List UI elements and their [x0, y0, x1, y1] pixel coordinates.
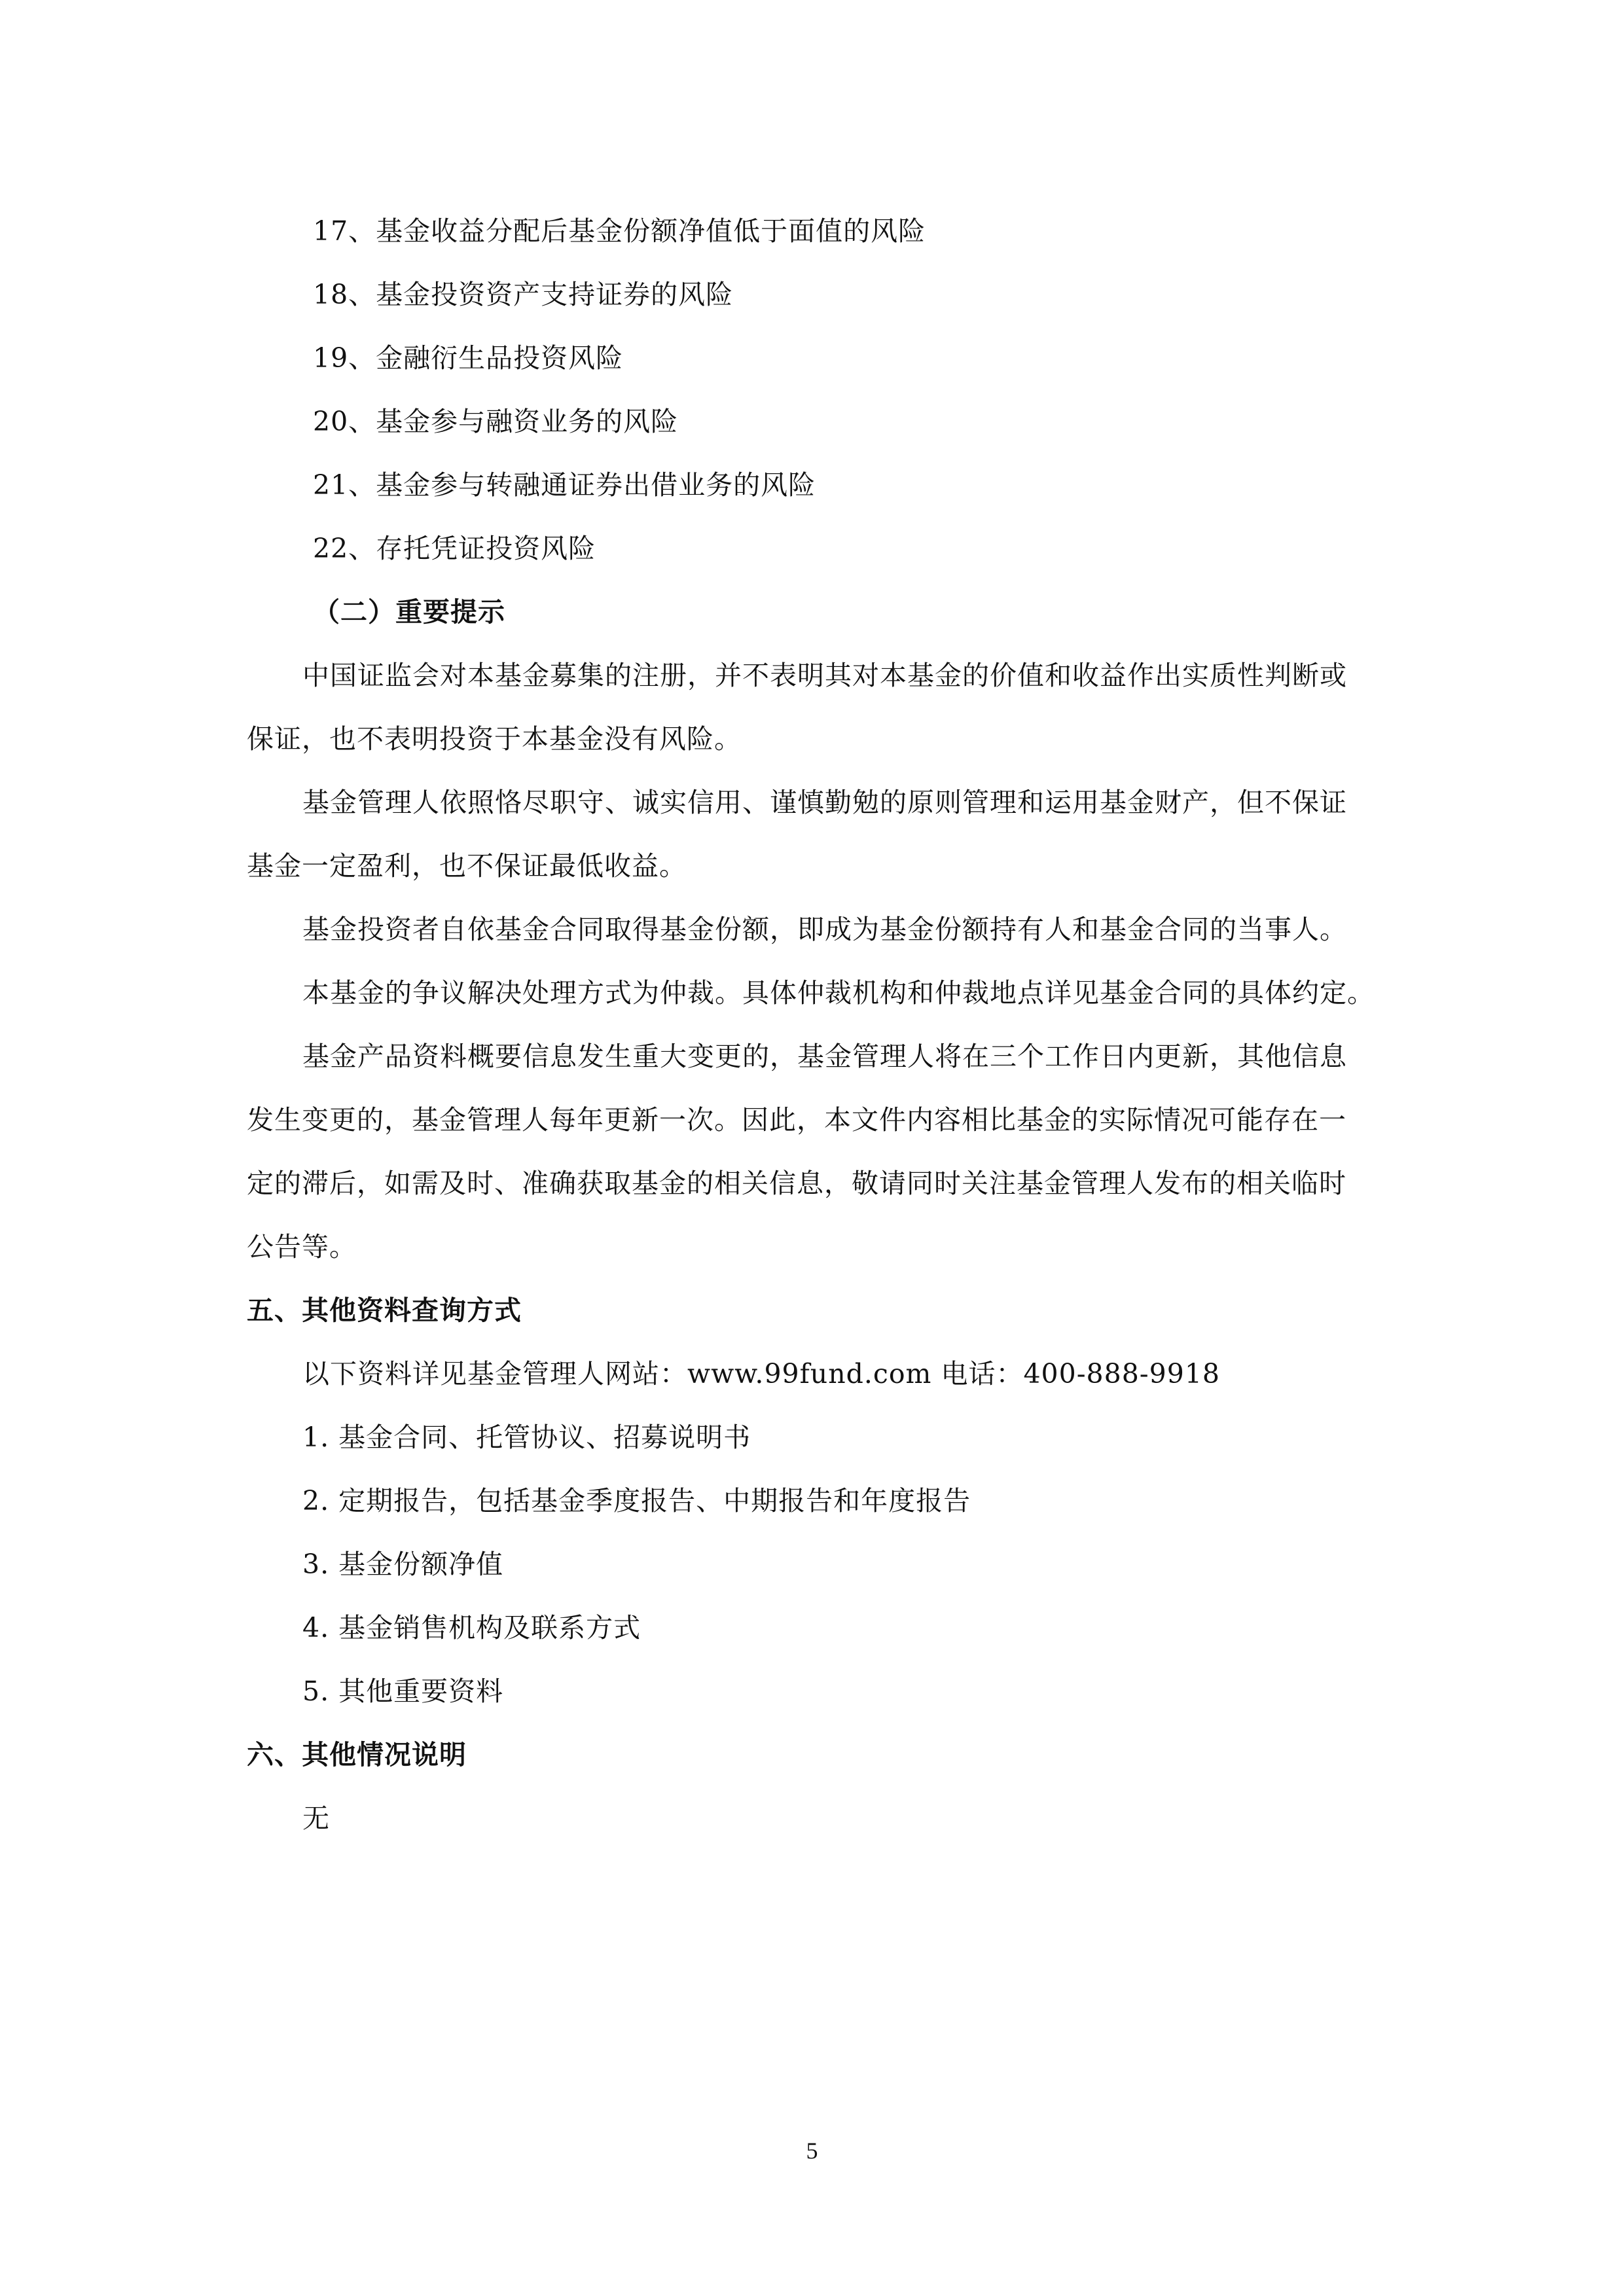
notice-paragraph-1-line-2: 保证，也不表明投资于本基金没有风险。	[247, 723, 742, 755]
risk-item-17: 17、基金收益分配后基金份额净值低于面值的风险	[313, 215, 926, 247]
notice-paragraph-3: 基金投资者自依基金合同取得基金份额，即成为基金份额持有人和基金合同的当事人。	[302, 914, 1347, 945]
section-5-list-item-1: 1. 基金合同、托管协议、招募说明书	[302, 1422, 751, 1453]
notice-paragraph-5-line-1: 基金产品资料概要信息发生重大变更的，基金管理人将在三个工作日内更新，其他信息	[302, 1041, 1347, 1072]
section-5-list-item-4: 4. 基金销售机构及联系方式	[302, 1612, 641, 1643]
notice-paragraph-5-line-2: 发生变更的，基金管理人每年更新一次。因此，本文件内容相比基金的实际情况可能存在一	[247, 1104, 1346, 1136]
section-5-intro: 以下资料详见基金管理人网站：www.99fund.com 电话：400-888-9918	[302, 1358, 1221, 1390]
section-5-list-item-5: 5. 其他重要资料	[302, 1676, 504, 1707]
notice-paragraph-1-line-1: 中国证监会对本基金募集的注册，并不表明其对本基金的价值和收益作出实质性判断或	[302, 660, 1347, 691]
risk-item-21: 21、基金参与转融通证券出借业务的风险	[313, 469, 816, 501]
section-5-list-item-3: 3. 基金份额净值	[302, 1549, 504, 1580]
notice-paragraph-4: 本基金的争议解决处理方式为仲裁。具体仲裁机构和仲裁地点详见基金合同的具体约定。	[302, 977, 1375, 1009]
notice-paragraph-2-line-2: 基金一定盈利，也不保证最低收益。	[247, 850, 687, 882]
risk-item-22: 22、存托凭证投资风险	[313, 533, 596, 564]
notice-paragraph-2-line-1: 基金管理人依照恪尽职守、诚实信用、谨慎勤勉的原则管理和运用基金财产，但不保证	[302, 787, 1347, 818]
notice-paragraph-5-line-4: 公告等。	[247, 1231, 357, 1263]
risk-item-19: 19、金融衍生品投资风险	[313, 342, 624, 374]
important-notice-heading: （二）重要提示	[313, 596, 505, 628]
section-6-heading: 六、其他情况说明	[247, 1739, 467, 1770]
section-5-list-item-2: 2. 定期报告，包括基金季度报告、中期报告和年度报告	[302, 1485, 971, 1516]
page-number: 5	[806, 2138, 818, 2164]
section-5-heading: 五、其他资料查询方式	[247, 1295, 522, 1326]
section-6-body: 无	[302, 1803, 330, 1834]
notice-paragraph-5-line-3: 定的滞后，如需及时、准确获取基金的相关信息，敬请同时关注基金管理人发布的相关临时	[247, 1168, 1346, 1199]
risk-item-20: 20、基金参与融资业务的风险	[313, 406, 679, 437]
risk-item-18: 18、基金投资资产支持证券的风险	[313, 279, 734, 310]
